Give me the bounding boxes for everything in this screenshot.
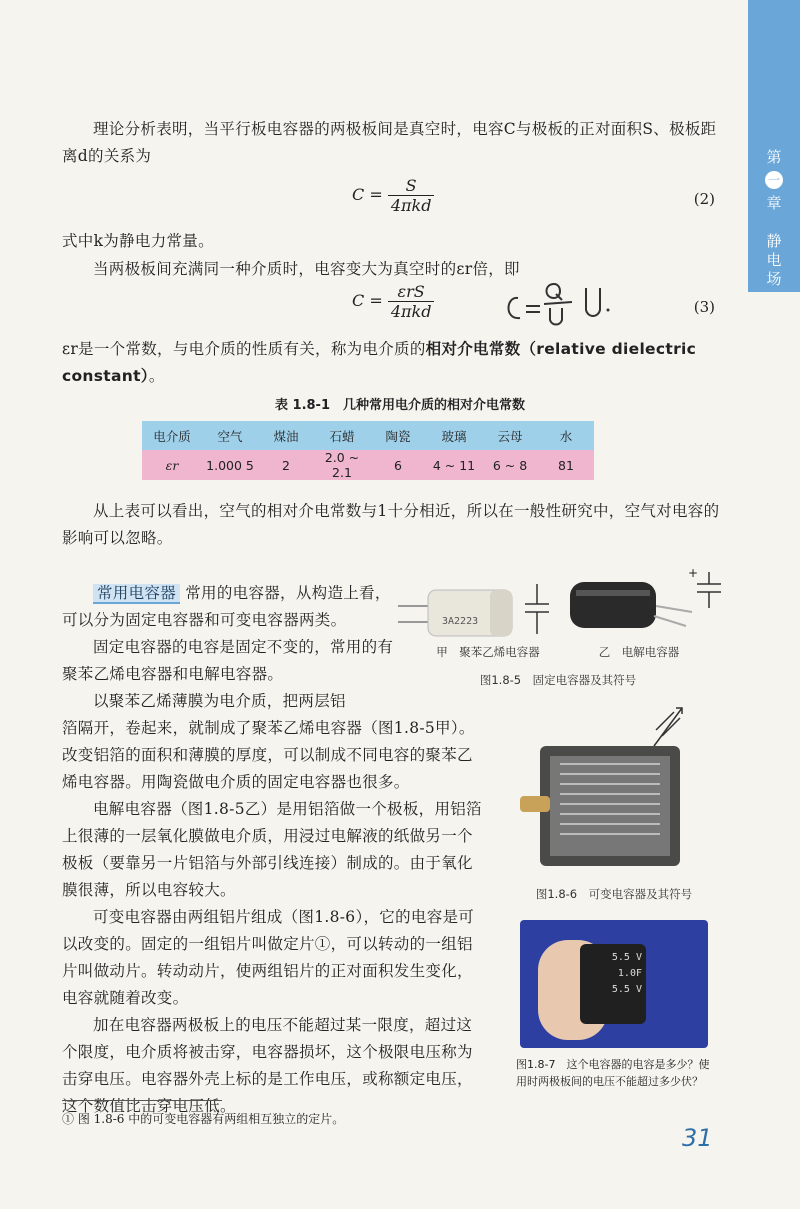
formula2-numerator: S xyxy=(388,176,435,196)
chapter-title-2: 电 xyxy=(766,251,782,269)
page-number: 31 xyxy=(682,1124,713,1152)
formula3-denominator: 4πkd xyxy=(390,302,432,321)
paragraph-polystyrene-b: 箔隔开，卷起来，就制成了聚苯乙烯电容器（图1.8-5甲）。改变铝箔的面积和薄膜的厚度，可以制成不同电容的聚苯乙烯电容器。用陶瓷做电介质的固定电容器也很多。 xyxy=(62,719,475,791)
figure-capacitor-question xyxy=(516,920,710,1100)
footnote: ① 图 1.8-6 中的可变电容器有两组相互独立的定片。 xyxy=(62,1112,345,1126)
paragraph-polystyrene-a: 以聚苯乙烯薄膜为电介质，把两层铝 xyxy=(93,692,346,710)
section-title: 常用电容器 xyxy=(93,584,180,604)
table-cell: 6 ~ 8 xyxy=(482,450,538,480)
formula2-lhs: C = xyxy=(352,185,383,204)
table-header-cell: 玻璃 xyxy=(426,421,482,450)
formula3-lhs: C = xyxy=(352,291,383,310)
electrolytic-capacitor-photo xyxy=(566,576,696,638)
table-cell: 6 xyxy=(370,450,426,480)
capacitor-symbol-icon xyxy=(522,584,552,634)
chapter-prefix: 第 xyxy=(766,148,782,166)
table-header-cell: 电介质 xyxy=(142,421,202,450)
polystyrene-capacitor-photo xyxy=(398,588,518,638)
polar-capacitor-symbol-icon xyxy=(694,572,724,608)
chapter-suffix: 章 xyxy=(766,194,782,212)
chapter-number: 一 xyxy=(765,171,783,189)
handwriting-drawing xyxy=(500,276,640,332)
polystyrene-marking: 3A2223 xyxy=(442,616,479,627)
paragraph-k-definition: 式中k为静电力常量。 xyxy=(62,232,214,250)
table-header-cell: 水 xyxy=(538,421,594,450)
formula3-numerator: εrS xyxy=(388,282,435,302)
figure-fixed-capacitors xyxy=(398,566,728,692)
equation-number-3: (3) xyxy=(693,298,715,316)
formula-vacuum-capacitance xyxy=(352,176,434,215)
paragraph-intro: 理论分析表明，当平行板电容器的两极板间是真空时，电容C与极板的正对面积S、极板距离d的关系为 xyxy=(62,120,717,165)
footnote-rule xyxy=(62,1100,222,1101)
table-title: 表 1.8-1 几种常用电介质的相对介电常数 xyxy=(275,398,525,413)
term-relative-dielectric-constant: 相对介电常数（relative dielectric constant） xyxy=(62,340,697,385)
chapter-title-3: 场 xyxy=(766,270,782,288)
table-header-cell: 石蜡 xyxy=(314,421,370,450)
permittivity-table xyxy=(142,421,594,480)
paragraph-air-permittivity: 从上表可以看出，空气的相对介电常数与1十分相近，所以在一般性研究中，空气对电容的影响可以忽略。 xyxy=(62,502,720,547)
fig5-label-a: 甲 聚苯乙烯电容器 xyxy=(436,645,540,659)
table-data-row xyxy=(142,450,594,480)
fig7-caption-line2: 用时两极板间的电压不能超过多少伏？ xyxy=(516,1075,703,1088)
fig7-caption-line1: 图1.8-7 这个电容器的电容是多少？使 xyxy=(516,1058,710,1071)
fig6-caption: 图1.8-6 可变电容器及其符号 xyxy=(535,887,693,901)
table-header-cell: 煤油 xyxy=(258,421,314,450)
paragraph-dielectric: 当两极板间充满同一种介质时，电容变大为真空时的εr倍，即 xyxy=(93,260,520,278)
table-header-cell: 空气 xyxy=(202,421,258,450)
paragraph-common-capacitors xyxy=(62,580,400,634)
table-cell: 2.0 ~ 2.1 xyxy=(314,450,370,480)
para6-text: 常用的电容器，从构造上看，可以分为固定电容器和可变电容器两类。 xyxy=(62,584,391,629)
table-cell: 2 xyxy=(258,450,314,480)
equation-number-2: (2) xyxy=(693,190,715,208)
chapter-title-1: 静 xyxy=(766,232,782,250)
variable-capacitor-photo xyxy=(520,736,690,876)
chapter-side-tab xyxy=(748,0,800,292)
table-header-row xyxy=(142,421,594,450)
capacitor-marking-3: 5.5 V xyxy=(611,984,642,995)
formula-dielectric-capacitance xyxy=(352,282,434,321)
figure-variable-capacitor xyxy=(514,706,714,906)
para4-end: 。 xyxy=(148,367,165,385)
paragraph-fixed-capacitors: 固定电容器的电容是固定不变的，常用的有聚苯乙烯电容器和电解电容器。 xyxy=(62,638,394,683)
capacitor-marking-1: 5.5 V xyxy=(611,952,642,963)
plus-sign: + xyxy=(688,566,699,580)
para4-text: εr是一个常数，与电介质的性质有关，称为电介质的 xyxy=(62,340,426,358)
formula2-denominator: 4πkd xyxy=(390,196,432,215)
fig5-label-b: 乙 电解电容器 xyxy=(598,645,680,659)
capacitor-body xyxy=(580,944,646,1024)
paragraph-breakdown-voltage: 加在电容器两极板上的电压不能超过某一限度，超过这个限度，电介质将被击穿，电容器损坏，这个极限电压称为击穿电压。电容器外壳上标的是工作电压，或称额定电压，这个数值比击穿电压低。 xyxy=(62,1016,473,1115)
table-cell: 1.000 5 xyxy=(202,450,258,480)
fig7-caption xyxy=(516,1056,716,1090)
fig5-caption: 图1.8-5 固定电容器及其符号 xyxy=(479,673,637,687)
table-header-cell: 云母 xyxy=(482,421,538,450)
capacitor-marking-2: 1.0F xyxy=(617,968,642,979)
table-cell: εr xyxy=(142,450,202,480)
handwritten-annotation xyxy=(500,276,640,340)
table-cell: 81 xyxy=(538,450,594,480)
paragraph-electrolytic: 电解电容器（图1.8-5乙）是用铝箔做一个极板，用铝箔上很薄的一层氧化膜做电介质，用浸过电解液的纸做另一个极板（要靠另一片铝箔与外部引线连接）制成的。由于氧化膜很薄，所以电容较大。 xyxy=(62,800,482,899)
table-header-cell: 陶瓷 xyxy=(370,421,426,450)
paragraph-relative-permittivity xyxy=(62,336,720,390)
table-cell: 4 ~ 11 xyxy=(426,450,482,480)
paragraph-variable: 可变电容器由两组铝片组成（图1.8-6），它的电容是可以改变的。固定的一组铝片叫做定片①，可以转动的一组铝片叫做动片。转动动片，使两组铝片的正对面积发生变化，电容就随着改变。 xyxy=(62,908,475,1007)
